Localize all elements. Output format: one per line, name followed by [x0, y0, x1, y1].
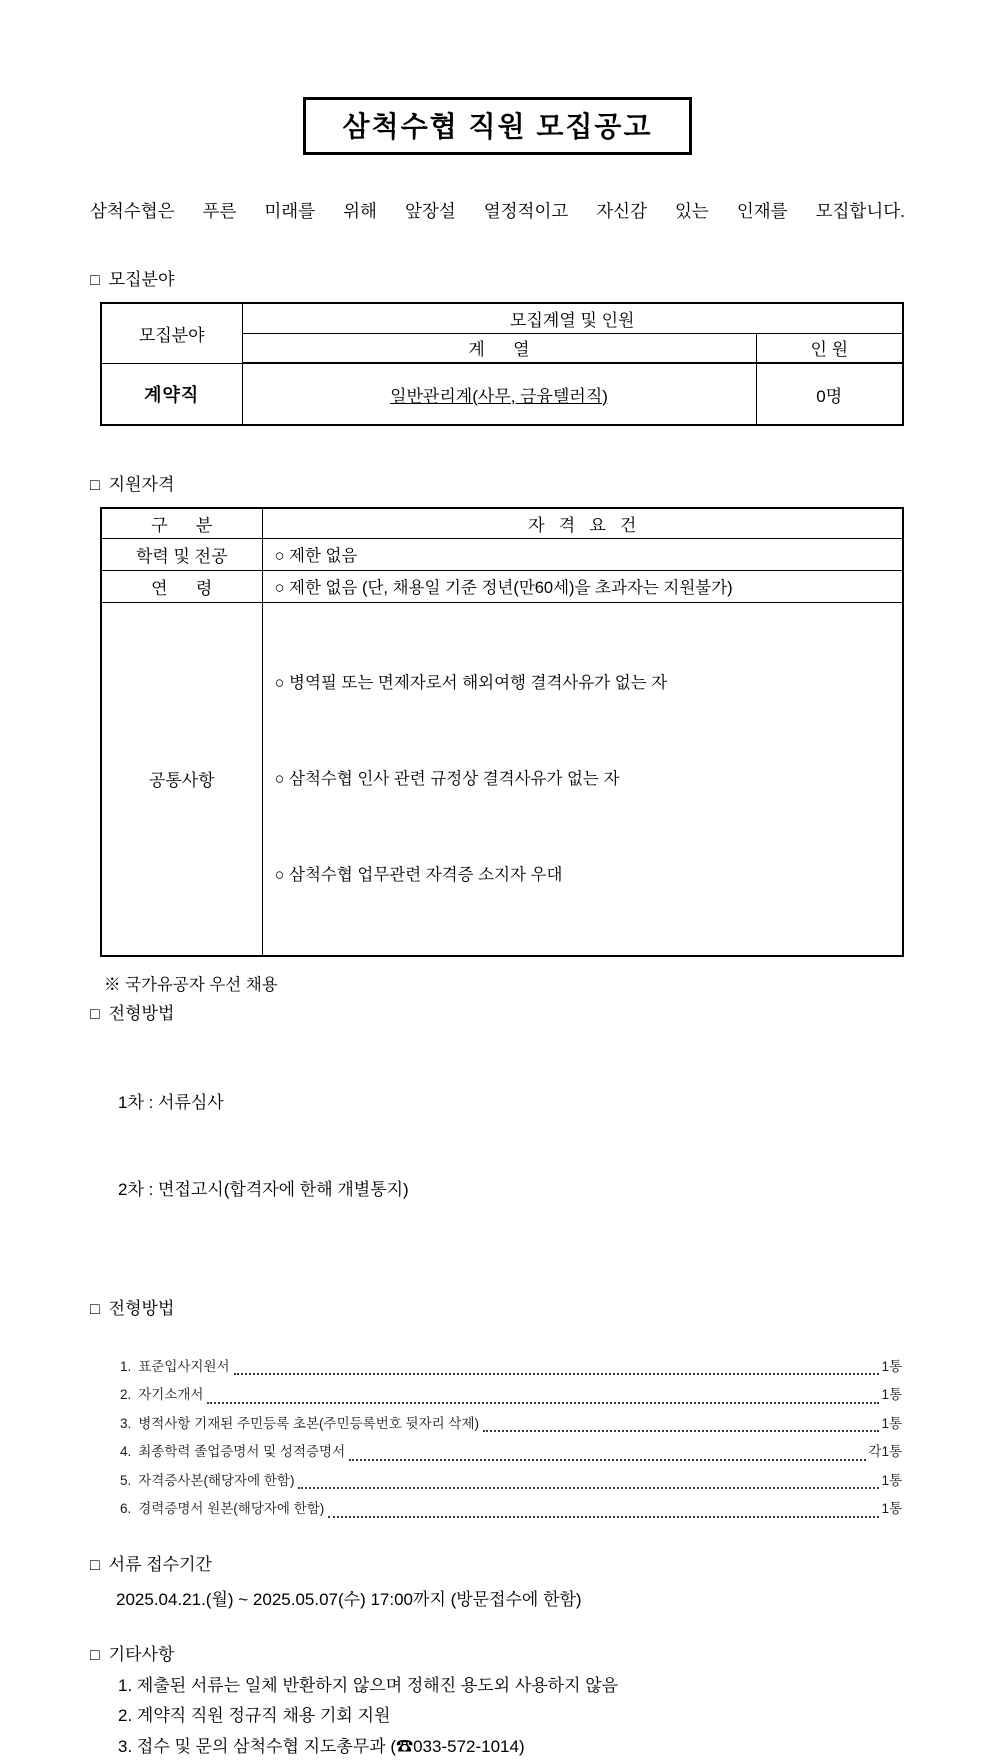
- priority-hiring-note: ※ 국가유공자 우선 채용: [104, 971, 905, 995]
- doc-number: 5.: [120, 1467, 131, 1496]
- heading-label: 지원자격: [109, 475, 175, 494]
- checkbox-icon: □: [90, 1006, 100, 1023]
- doc-count: 1통: [881, 1495, 902, 1524]
- doc-name: 경력증명서 원본(해당자에 한함): [138, 1495, 324, 1524]
- heading-label: 기타사항: [109, 1645, 175, 1664]
- dotted-leader: [298, 1467, 879, 1490]
- heading-label: 전형방법: [109, 1004, 175, 1023]
- document-item: [120, 1410, 902, 1439]
- doc-name: 최종학력 졸업증명서 및 성적증명서: [138, 1438, 345, 1467]
- doc-number: 1.: [120, 1353, 131, 1382]
- dotted-leader: [483, 1410, 879, 1433]
- qual-row-label: 학력 및 전공: [101, 538, 262, 570]
- title-row: [90, 97, 905, 155]
- doc-count: 각1통: [868, 1438, 902, 1467]
- qualification-table: [100, 507, 904, 957]
- qual-row-content: ○ 제한 없음 (단, 채용일 기준 정년(만60세)을 초과자는 지원불가): [262, 570, 903, 602]
- selection-step: 1차 : 서류심사: [118, 1088, 905, 1117]
- doc-name: 병적사항 기재된 주민등록 초본(주민등록번호 뒷자리 삭제): [138, 1410, 479, 1439]
- section-heading-misc: [90, 1640, 905, 1665]
- selection-steps: [118, 1030, 905, 1262]
- doc-number: 2.: [120, 1381, 131, 1410]
- document-item: [120, 1353, 902, 1382]
- doc-count: 1통: [881, 1467, 902, 1496]
- qual-row-label: 공통사항: [101, 602, 262, 956]
- section-heading-qualification: [90, 470, 905, 495]
- corner-header-cell: 모집분야: [101, 303, 242, 363]
- document-item: [120, 1495, 902, 1524]
- qual-row-content: [262, 602, 903, 956]
- doc-number: 6.: [120, 1495, 131, 1524]
- document-item: [120, 1438, 902, 1467]
- doc-name: 자기소개서: [138, 1381, 203, 1410]
- doc-number: 3.: [120, 1410, 131, 1439]
- group-header-cell: 모집계열 및 인원: [242, 303, 903, 333]
- qual-bullet: ○ 삼척수협 업무관련 자격증 소지자 우대: [275, 859, 903, 891]
- heading-label: 모집분야: [109, 270, 175, 289]
- doc-name: 자격증사본(해당자에 한함): [138, 1467, 294, 1496]
- misc-item: 1. 제출된 서류는 일체 반환하지 않으며 정해진 용도외 사용하지 않음: [118, 1671, 905, 1702]
- page-title: 삼척수협 직원 모집공고: [303, 97, 691, 155]
- checkbox-icon: □: [90, 272, 100, 289]
- document-checklist: [120, 1353, 902, 1524]
- doc-name: 표준입사지원서: [138, 1353, 229, 1382]
- series-cell: 일반관리계(사무, 금융텔러직): [242, 363, 756, 425]
- dotted-leader: [328, 1495, 879, 1518]
- doc-count: 1통: [881, 1353, 902, 1382]
- heading-label: 전형방법: [109, 1299, 175, 1318]
- misc-notes: [118, 1671, 905, 1762]
- misc-item: 3. 접수 및 문의 삼척수협 지도총무과 (☎033-572-1014): [118, 1732, 905, 1762]
- count-cell: 0명: [756, 363, 903, 425]
- qual-row-label: 연 령: [101, 570, 262, 602]
- misc-item: 2. 계약직 직원 정규직 채용 기회 지원: [118, 1701, 905, 1732]
- selection-step: 2차 : 면접고시(합격자에 한해 개별통지): [118, 1175, 905, 1204]
- section-heading-selection: [90, 999, 905, 1024]
- dotted-leader: [207, 1381, 879, 1404]
- checkbox-icon: □: [90, 1557, 100, 1574]
- section-heading-recruit-field: [90, 265, 905, 290]
- checkbox-icon: □: [90, 1647, 100, 1664]
- dotted-leader: [234, 1353, 880, 1376]
- qual-bullet: ○ 병역필 또는 면제자로서 해외여행 결격사유가 없는 자: [275, 667, 903, 699]
- document-item: [120, 1467, 902, 1496]
- checkbox-icon: □: [90, 1301, 100, 1318]
- recruit-field-table: [100, 302, 904, 426]
- dotted-leader: [349, 1438, 866, 1461]
- series-column-header: 계 열: [242, 333, 756, 363]
- qual-row-content: ○ 제한 없음: [262, 538, 903, 570]
- doc-count: 1통: [881, 1410, 902, 1439]
- count-column-header: 인 원: [756, 333, 903, 363]
- doc-count: 1통: [881, 1381, 902, 1410]
- heading-label: 서류 접수기간: [109, 1555, 212, 1574]
- document-item: [120, 1381, 902, 1410]
- checkbox-icon: □: [90, 477, 100, 494]
- intro-text: 삼척수협은 푸른 미래를 위해 앞장설 열정적이고 자신감 있는 인재를 모집합니다.: [90, 199, 905, 223]
- section-heading-period: [90, 1550, 905, 1575]
- application-period-text: 2025.04.21.(월) ~ 2025.05.07(수) 17:00까지 (방문접수에 한함): [116, 1585, 905, 1610]
- qual-col1-header: 구 분: [101, 508, 262, 538]
- qual-bullet: ○ 삼척수협 인사 관련 규정상 결격사유가 없는 자: [275, 763, 903, 795]
- doc-number: 4.: [120, 1438, 131, 1467]
- qual-col2-header: 자 격 요 건: [262, 508, 903, 538]
- category-cell: 계약직: [101, 363, 242, 425]
- section-heading-documents: [90, 1294, 905, 1319]
